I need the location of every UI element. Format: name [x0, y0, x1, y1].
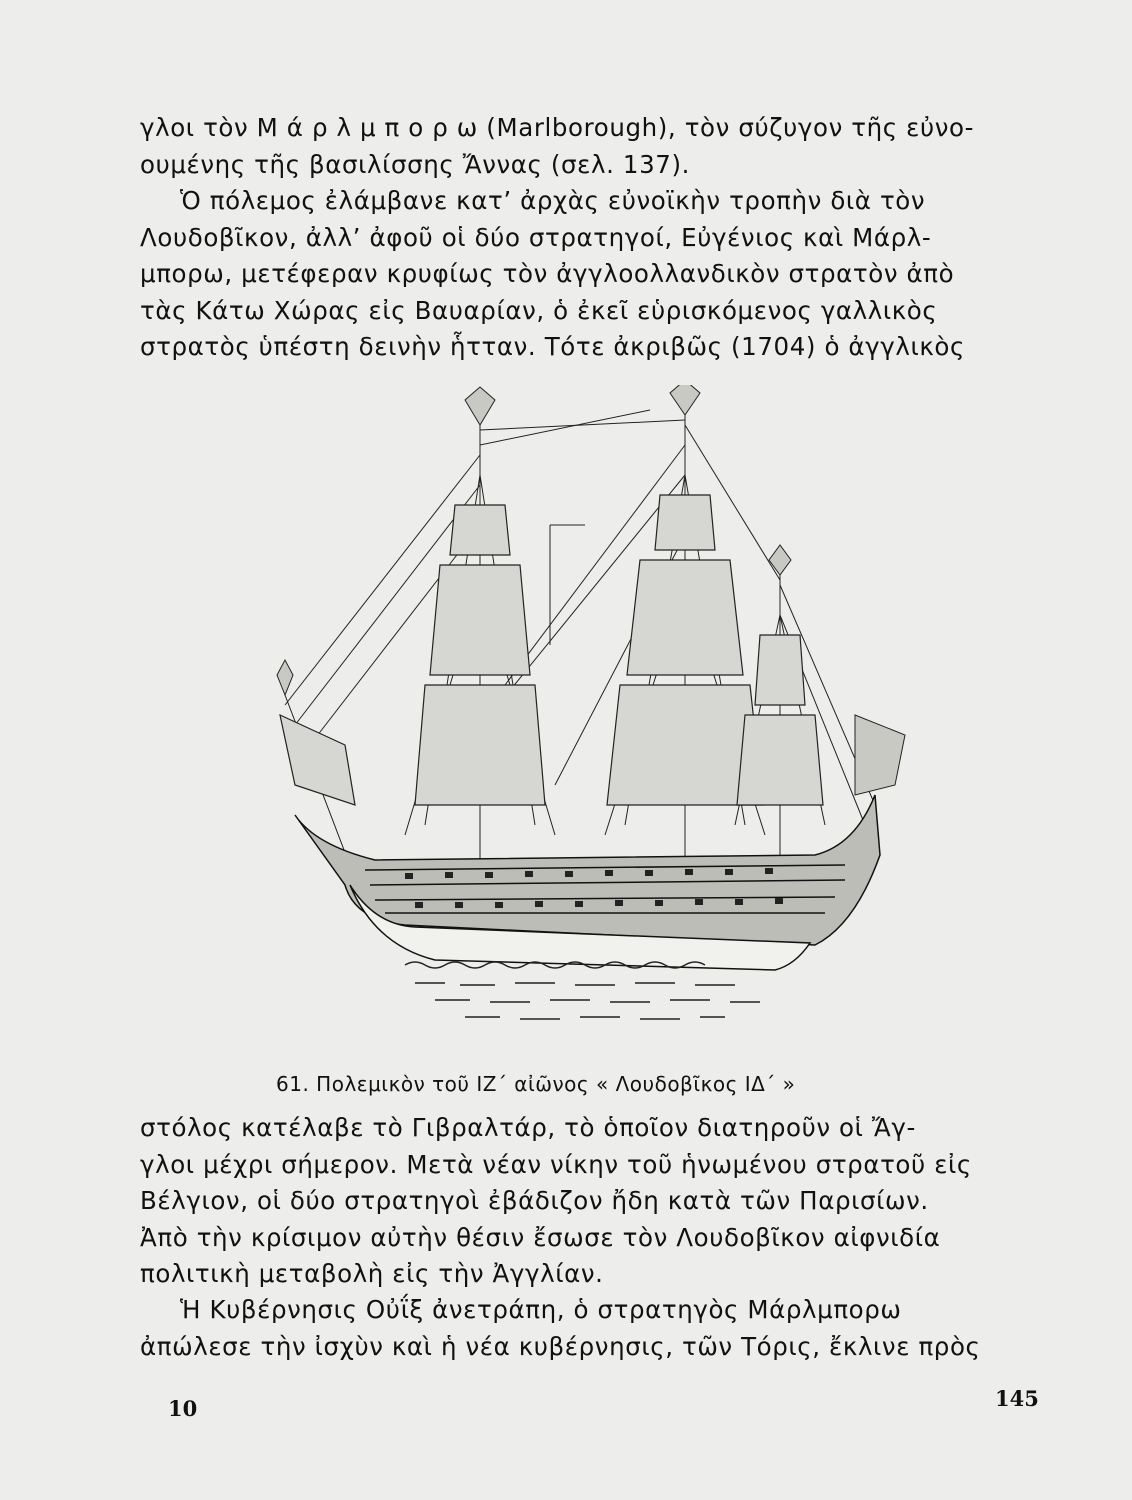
paragraph-whig-government: [140, 1292, 1020, 1365]
paragraph-war: [140, 183, 1020, 366]
text-line: Ὁ πόλεμος ἐλάμβανε κατ’ ἀρχὰς εὐνοϊκὴν τροπὴν διὰ τὸν: [180, 186, 926, 215]
signature-mark: 10: [168, 1396, 198, 1421]
text-line: πολιτικὴ μεταβολὴ εἰς τὴν Ἀγγλίαν.: [140, 1259, 604, 1288]
text-line: στόλος κατέλαβε τὸ Γιβραλτάρ, τὸ ὁποῖον διατηροῦν οἱ Ἄγ-: [140, 1113, 916, 1142]
hull: [295, 795, 880, 970]
text-line: Λουδοβῖκον, ἀλλ’ ἀφοῦ οἱ δύο στρατηγοί, Εὐγένιος καὶ Μάρλ-: [140, 222, 932, 252]
text-line: Ἡ Κυβέρνησις Οὐΐξ ἀνετράπη, ὁ στρατηγὸς Μάρλμπορω: [180, 1295, 902, 1324]
text-line: Ἀπὸ τὴν κρίσιμον αὐτὴν θέσιν ἔσωσε τὸν Λουδοβῖκον αἰφνιδία: [140, 1222, 941, 1252]
figure-caption: 61. Πολεμικὸν τοῦ ΙΖ΄ αἰῶνος « Λουδοβῖκος ΙΔ΄ »: [276, 1072, 796, 1096]
paragraph-gibraltar: [140, 1110, 1020, 1293]
text-line: γλοι μέχρι σήμερον. Μετὰ νέαν νίκην τοῦ ἡνωμένου στρατοῦ εἰς: [140, 1149, 972, 1179]
page-number: 145: [995, 1386, 1039, 1411]
text-line: στρατὸς ὑπέστη δεινὴν ἧτταν. Τότε ἀκριβῶς (1704) ὁ ἀγγλικὸς: [140, 332, 965, 361]
text-line: τὰς Κάτω Χώρας εἰς Βαυαρίαν, ὁ ἐκεῖ εὑρισκόμενος γαλλικὸς: [140, 295, 938, 325]
text-line: ουμένης τῆς βασιλίσσης Ἄννας (σελ. 137).: [140, 149, 691, 179]
warship-illustration: [255, 385, 915, 1035]
paragraph-continuation: [140, 110, 1020, 183]
sails-and-tops: [280, 495, 823, 805]
text-line: Βέλγιον, οἱ δύο στρατηγοὶ ἐβάδιζον ἤδη κατὰ τῶν Παρισίων.: [140, 1186, 929, 1215]
text-line: μπορω, μετέφεραν κρυφίως τὸν ἀγγλοολλανδικὸν στρατὸν ἀπὸ: [140, 259, 955, 288]
text-line: γλοι τὸν Μ ά ρ λ μ π ο ρ ω (Marlborough), τὸν σύζυγον τῆς εὐνο-: [140, 113, 975, 142]
water-strokes: [405, 962, 760, 1019]
text-line: ἀπώλεσε τὴν ἰσχὺν καὶ ἡ νέα κυβέρνησις, τῶν Τόρις, ἔκλινε πρὸς: [140, 1331, 981, 1361]
